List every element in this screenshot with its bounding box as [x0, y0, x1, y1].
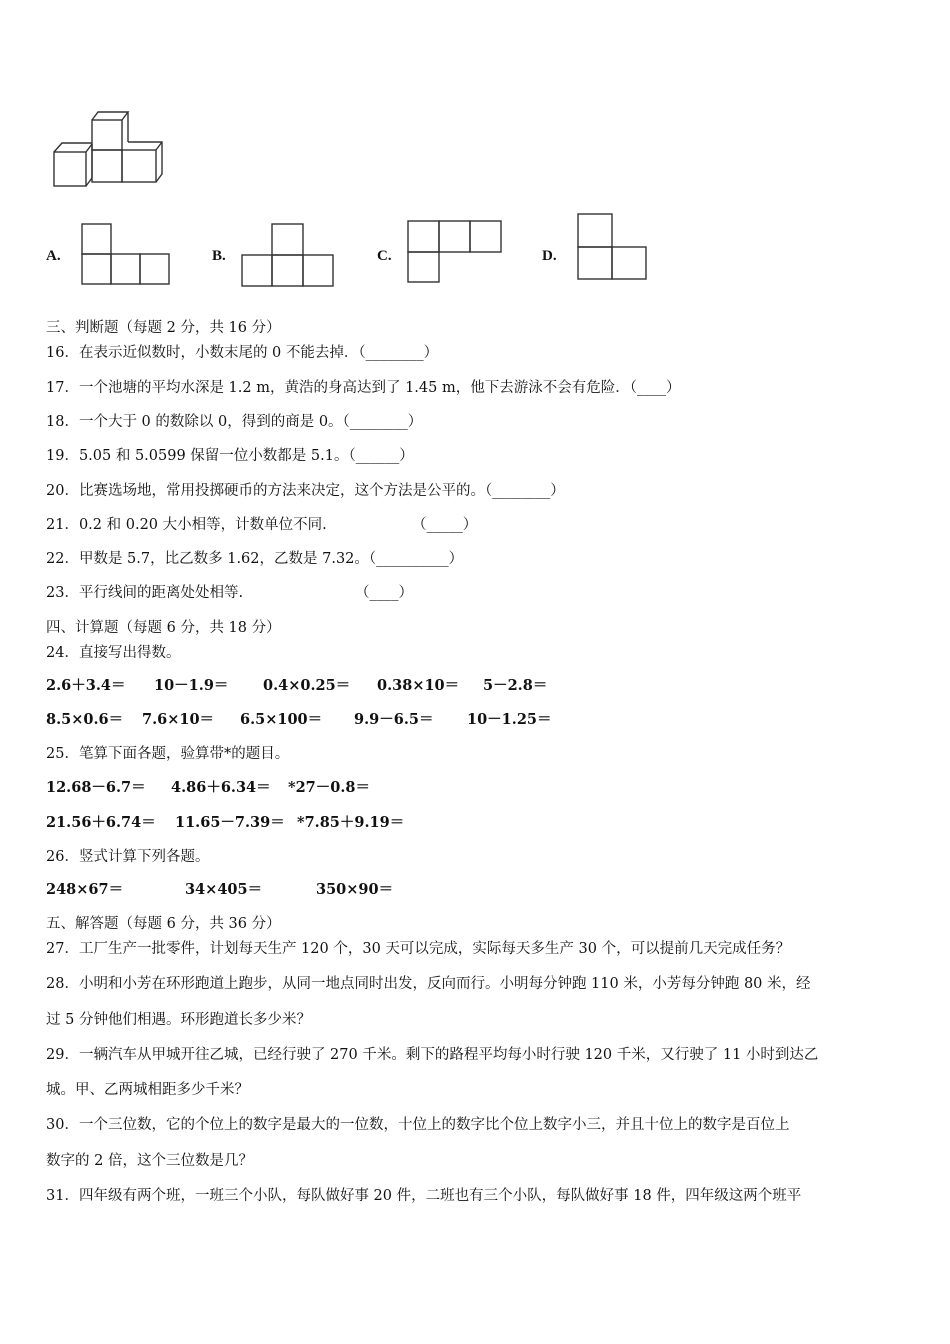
- section-5-title: 五、解答题（每题 6 分，共 36 分）: [46, 916, 281, 932]
- question-16: 16．在表示近似数时，小数末尾的 0 不能去掉．（________）: [46, 345, 439, 361]
- cube-stack-figure: [50, 108, 168, 192]
- q24-expr: 7.6×10＝: [142, 711, 215, 728]
- question-17: 17．一个池塘的平均水深是 1.2 m，黄浩的身高达到了 1.45 m，他下去游泳不会有危险．（____）: [46, 380, 681, 396]
- question-23-answer-blank[interactable]: （____）: [355, 585, 413, 601]
- q24-expr: 9.9－6.5＝: [354, 711, 434, 728]
- q24-expr: 2.6＋3.4＝: [46, 677, 126, 694]
- option-a-view-icon: [80, 222, 172, 286]
- option-a-label: A.: [46, 248, 61, 264]
- q26-expr: 34×405＝: [185, 881, 263, 898]
- q25-expr: 21.56＋6.74＝: [46, 814, 156, 831]
- option-c-view-icon: [406, 219, 504, 285]
- section-4-title: 四、计算题（每题 6 分，共 18 分）: [46, 620, 281, 636]
- question-22: 22．甲数是 5.7，比乙数多 1.62，乙数是 7.32。（__________）: [46, 551, 464, 567]
- q25-expr: 4.86＋6.34＝: [171, 779, 271, 796]
- question-30-line-1: 30．一个三位数，它的个位上的数字是最大的一位数，十位上的数字比个位上数字小三，并且十位上的数字是百位上: [46, 1117, 790, 1133]
- q24-expr: 8.5×0.6＝: [46, 711, 124, 728]
- question-18: 18．一个大于 0 的数除以 0，得到的商是 0。（________）: [46, 414, 423, 430]
- q24-expr: 10－1.9＝: [154, 677, 229, 694]
- option-b-view-icon: [240, 222, 336, 288]
- question-24: 24．直接写出得数。: [46, 645, 181, 661]
- option-c-label: C.: [377, 248, 392, 264]
- option-d-label: D.: [542, 248, 557, 264]
- q24-expr: 10－1.25＝: [467, 711, 552, 728]
- q26-expr: 248×67＝: [46, 881, 124, 898]
- question-26: 26．竖式计算下列各题。: [46, 849, 210, 865]
- q26-expr: 350×90＝: [316, 881, 394, 898]
- question-31-line-1: 31．四年级有两个班，一班三个小队，每队做好事 20 件，二班也有三个小队，每队做好事 18 件，四年级这两个班平: [46, 1188, 802, 1204]
- q24-expr: 0.38×10＝: [377, 677, 460, 694]
- question-23: 23．平行线间的距离处处相等.: [46, 585, 244, 601]
- question-20: 20．比赛选场地，常用投掷硬币的方法来决定，这个方法是公平的。（________）: [46, 483, 565, 499]
- option-d-view-icon: [576, 212, 650, 282]
- question-28-line-1: 28．小明和小芳在环形跑道上跑步，从同一地点同时出发，反向而行。小明每分钟跑 110 米，小芳每分钟跑 80 米，经: [46, 976, 811, 992]
- q25-expr: 11.65－7.39＝: [175, 814, 285, 831]
- question-30-line-2: 数字的 2 倍，这个三位数是几？: [46, 1153, 253, 1169]
- q24-expr: 0.4×0.25＝: [263, 677, 351, 694]
- q25-expr: *27－0.8＝: [288, 779, 370, 796]
- q25-expr: *7.85＋9.19＝: [297, 814, 405, 831]
- q24-expr: 6.5×100＝: [240, 711, 323, 728]
- question-19: 19．5.05 和 5.0599 保留一位小数都是 5.1。（______）: [46, 448, 414, 464]
- q24-expr: 5－2.8＝: [483, 677, 548, 694]
- section-3-title: 三、判断题（每题 2 分，共 16 分）: [46, 320, 281, 336]
- question-29-line-1: 29．一辆汽车从甲城开往乙城，已经行驶了 270 千米。剩下的路程平均每小时行驶 120 千米，又行驶了 11 小时到达乙: [46, 1047, 819, 1063]
- question-25: 25．笔算下面各题，验算带*的题目。: [46, 746, 290, 762]
- question-27: 27．工厂生产一批零件，计划每天生产 120 个，30 天可以完成，实际每天多生产 30 个，可以提前几天完成任务？: [46, 941, 791, 957]
- question-29-line-2: 城。甲、乙两城相距多少千米？: [46, 1082, 249, 1098]
- q25-expr: 12.68－6.7＝: [46, 779, 146, 796]
- question-28-line-2: 过 5 分钟他们相遇。环形跑道长多少米？: [46, 1012, 311, 1028]
- option-b-label: B.: [212, 248, 226, 264]
- question-21: 21．0.2 和 0.20 大小相等，计数单位不同.: [46, 517, 327, 533]
- question-21-answer-blank[interactable]: （_____）: [412, 517, 478, 533]
